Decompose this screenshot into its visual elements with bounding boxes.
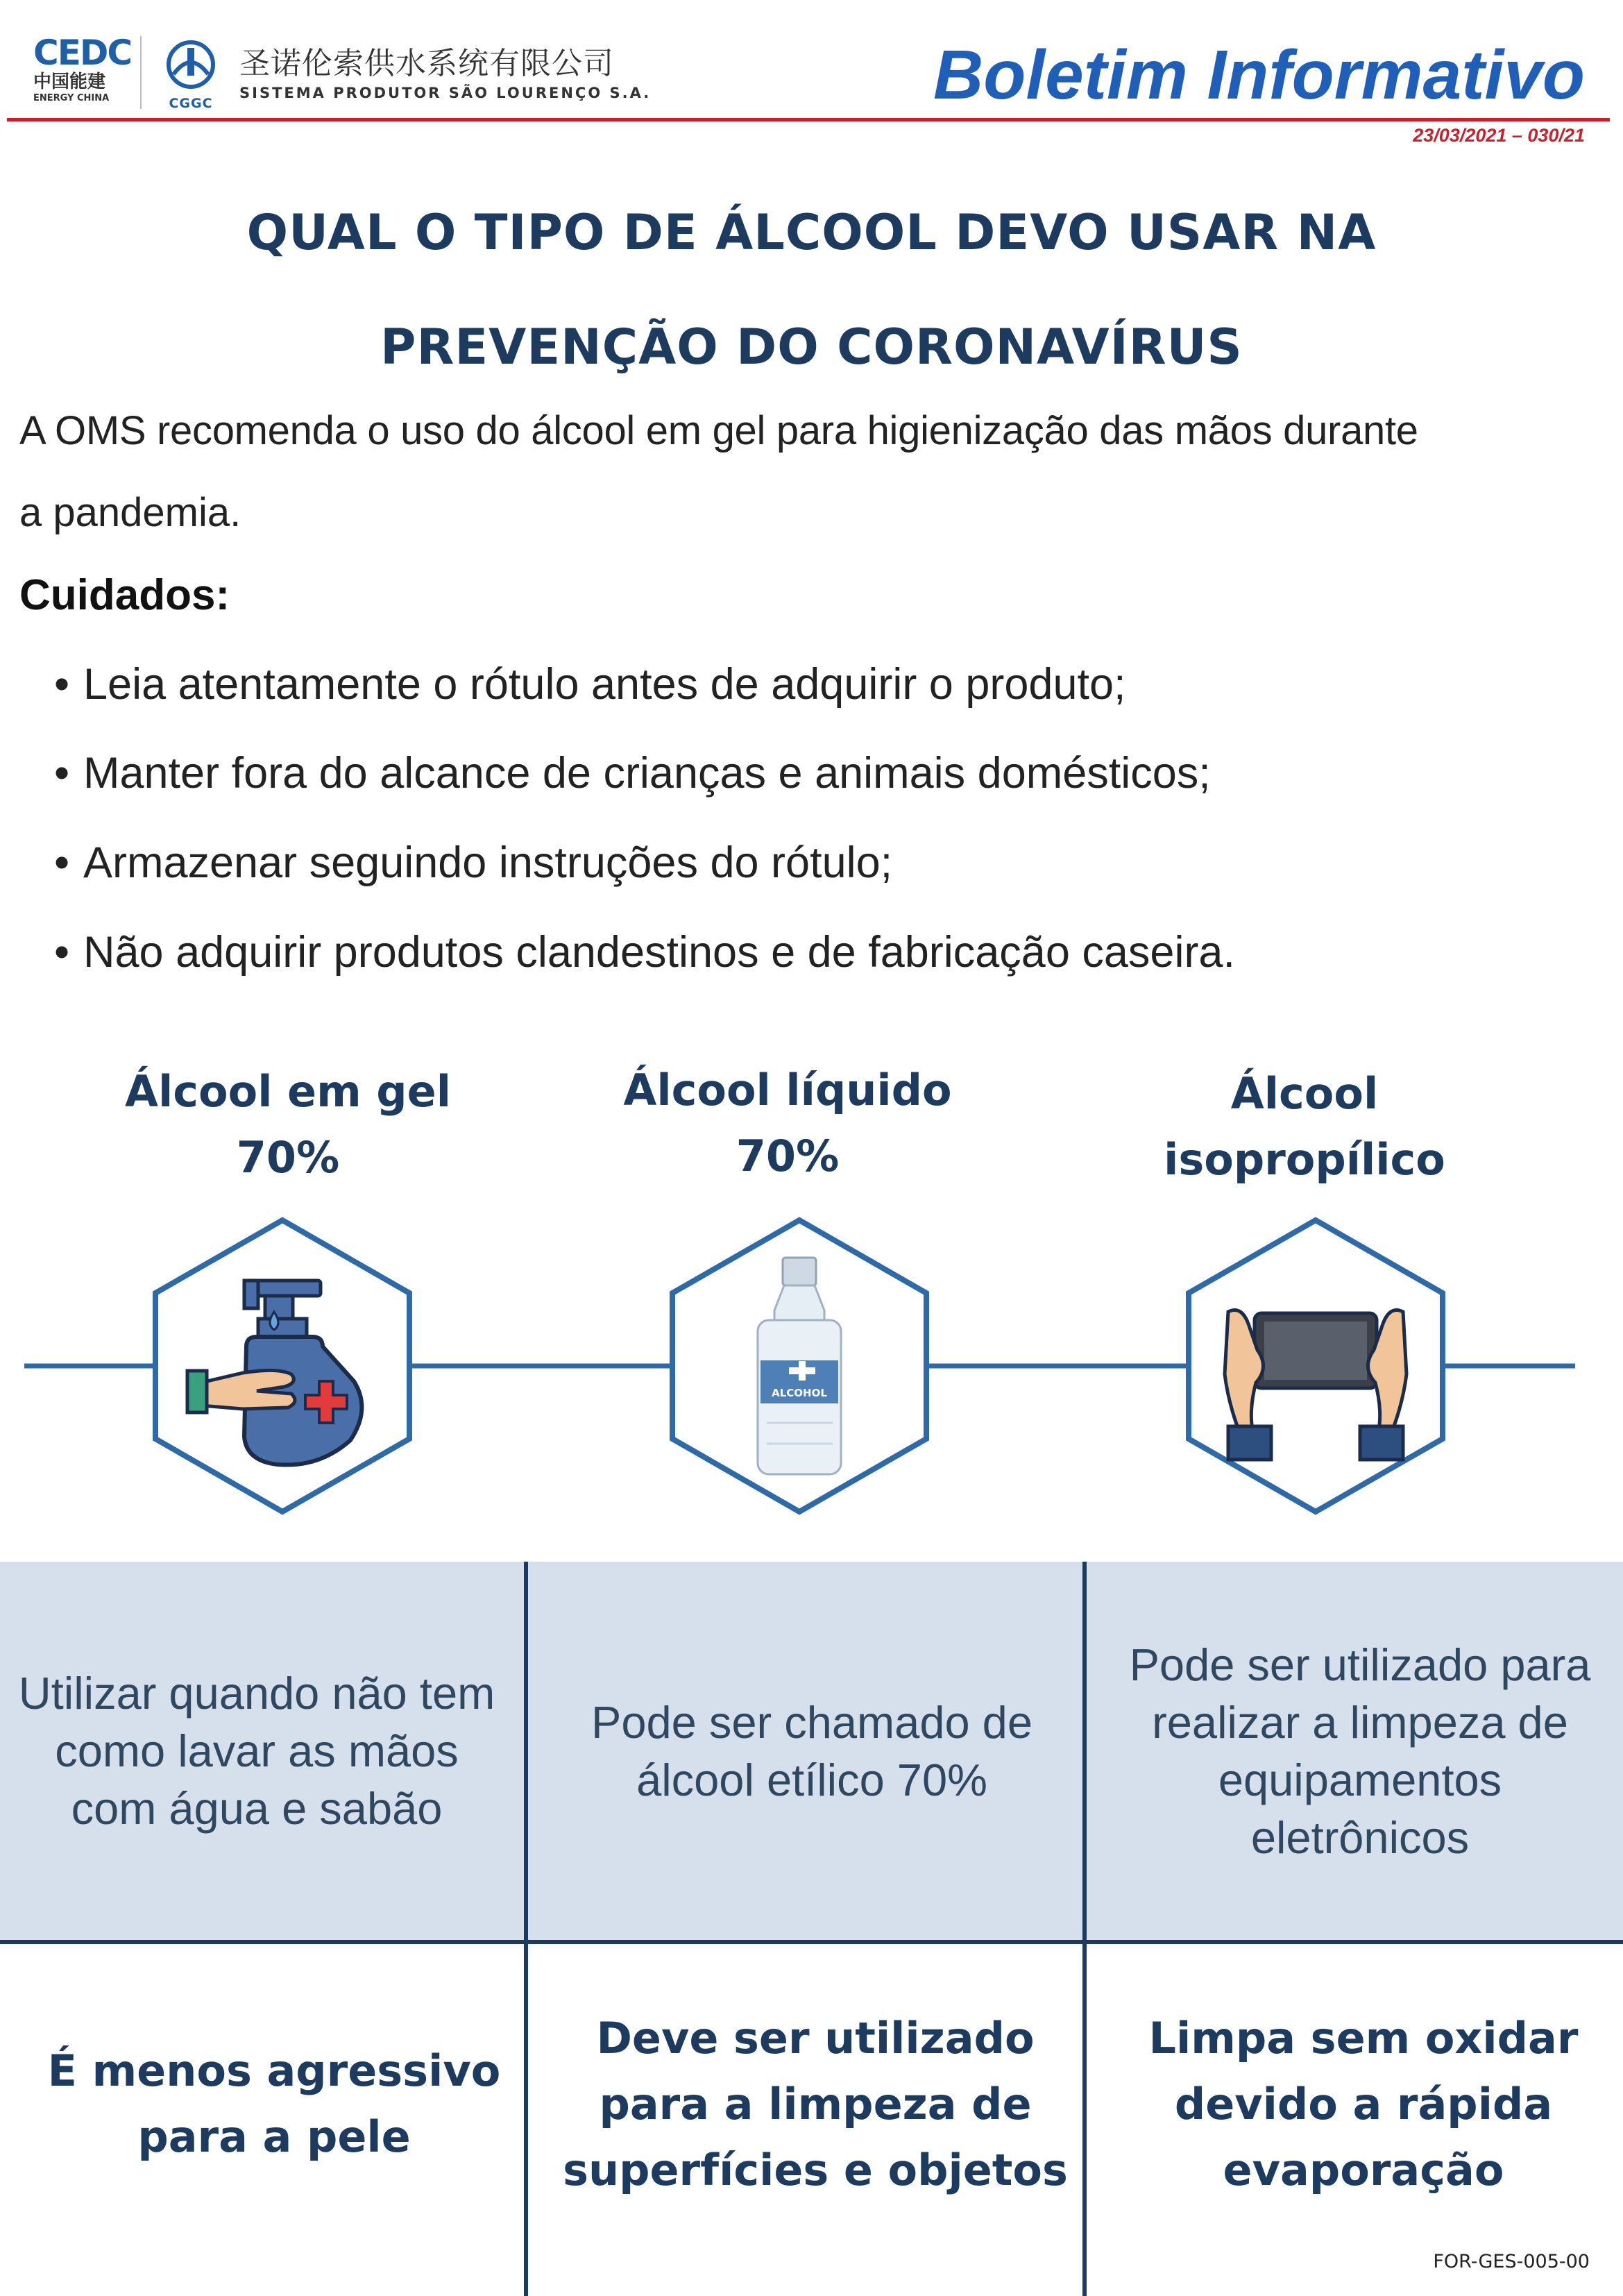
list-item: [54, 926, 1235, 979]
energy-china-logo-cn: 中国能建: [33, 71, 106, 92]
alcohol-bottle-icon: [672, 1220, 926, 1512]
description-text: Pode ser chamado de álcool etílico 70%: [591, 1696, 1033, 1805]
icons-row: [0, 1201, 1623, 1520]
column-heading-isopropyl: [1041, 1061, 1568, 1192]
list-item-text: Não adquirir produtos clandestinos e de fabricação caseira.: [83, 928, 1235, 977]
list-item-text: Leia atentamente o rótulo antes de adquirir o produto;: [83, 660, 1126, 709]
description-text: Utilizar quando não tem como lavar as mãos com água e sabão: [18, 1668, 495, 1834]
bottle-label-text: ALCOHOL: [772, 1387, 827, 1399]
page-title-line-1: QUAL O TIPO DE ÁLCOOL DEVO USAR NA: [246, 204, 1377, 261]
description-text: Pode ser utilizado para realizar a limpeza de equipamentos eletrônicos: [1129, 1639, 1591, 1863]
list-item: [54, 658, 1126, 711]
list-item: [54, 747, 1211, 800]
cggc-logo-text: CGGC: [169, 96, 213, 111]
logo-divider: [140, 36, 142, 109]
description-liquid: [548, 1562, 1076, 1940]
energy-china-logo-en: ENERGY CHINA: [33, 93, 110, 103]
column-heading-line: 70%: [236, 1132, 340, 1183]
column-heading-liquid: [527, 1057, 1048, 1189]
column-heading-line: Álcool: [1230, 1068, 1379, 1119]
column-heading-line: Álcool líquido: [623, 1065, 952, 1115]
description-isopropyl: [1103, 1562, 1617, 1940]
benefit-isopropyl: [1103, 1944, 1623, 2263]
intro-text-line-2: a pandemia.: [19, 490, 241, 535]
description-gel: [14, 1562, 500, 1940]
bullet-icon: •: [54, 838, 70, 887]
bullet-icon: •: [54, 928, 70, 977]
benefit-text: Limpa sem oxidar devido a rápida evaporação: [1148, 2012, 1579, 2195]
intro-text-line-1: A OMS recomenda o uso do álcool em gel para higienização das mãos durante: [19, 408, 1418, 453]
bulletin-title: Boletim Informativo: [933, 36, 1585, 114]
column-divider: [524, 1562, 528, 2296]
bulletin-date-code: 23/03/2021 – 030/21: [1413, 125, 1585, 146]
benefit-gel: [35, 1944, 513, 2263]
bullet-icon: •: [54, 660, 70, 709]
column-heading-gel: [28, 1058, 548, 1190]
company-name-cn: 圣诺伦索供水系统有限公司: [239, 46, 614, 81]
energy-china-logo-mark: CEDC: [33, 33, 132, 73]
list-item-text: Armazenar seguindo instruções do rótulo;: [83, 838, 893, 887]
list-item-text: Manter fora do alcance de crianças e animais domésticos;: [83, 749, 1211, 797]
benefit-liquid: [541, 1944, 1089, 2263]
benefit-text: Deve ser utilizado para a limpeza de superfícies e objetos: [563, 2012, 1068, 2195]
column-heading-line: 70%: [736, 1131, 840, 1181]
form-code: FOR-GES-005-00: [1433, 2251, 1590, 2272]
cggc-globe-icon: [160, 38, 222, 111]
cggc-logo: [160, 38, 222, 111]
page-title-line-2: PREVENÇÃO DO CORONAVÍRUS: [380, 319, 1243, 375]
company-name-pt: SISTEMA PRODUTOR SÃO LOURENÇO S.A.: [239, 85, 652, 101]
cuidados-heading: Cuidados:: [19, 571, 230, 619]
hands-holding-tablet-icon: [1189, 1220, 1443, 1512]
benefit-text: É menos agressivo para a pele: [47, 2045, 501, 2162]
hand-sanitizer-icon: [155, 1220, 409, 1512]
bullet-icon: •: [54, 749, 70, 797]
energy-china-logo: [33, 33, 132, 115]
column-heading-line: isopropílico: [1164, 1134, 1445, 1185]
column-heading-line: Álcool em gel: [125, 1066, 451, 1117]
list-item: [54, 836, 892, 889]
header-rule: [7, 118, 1610, 121]
